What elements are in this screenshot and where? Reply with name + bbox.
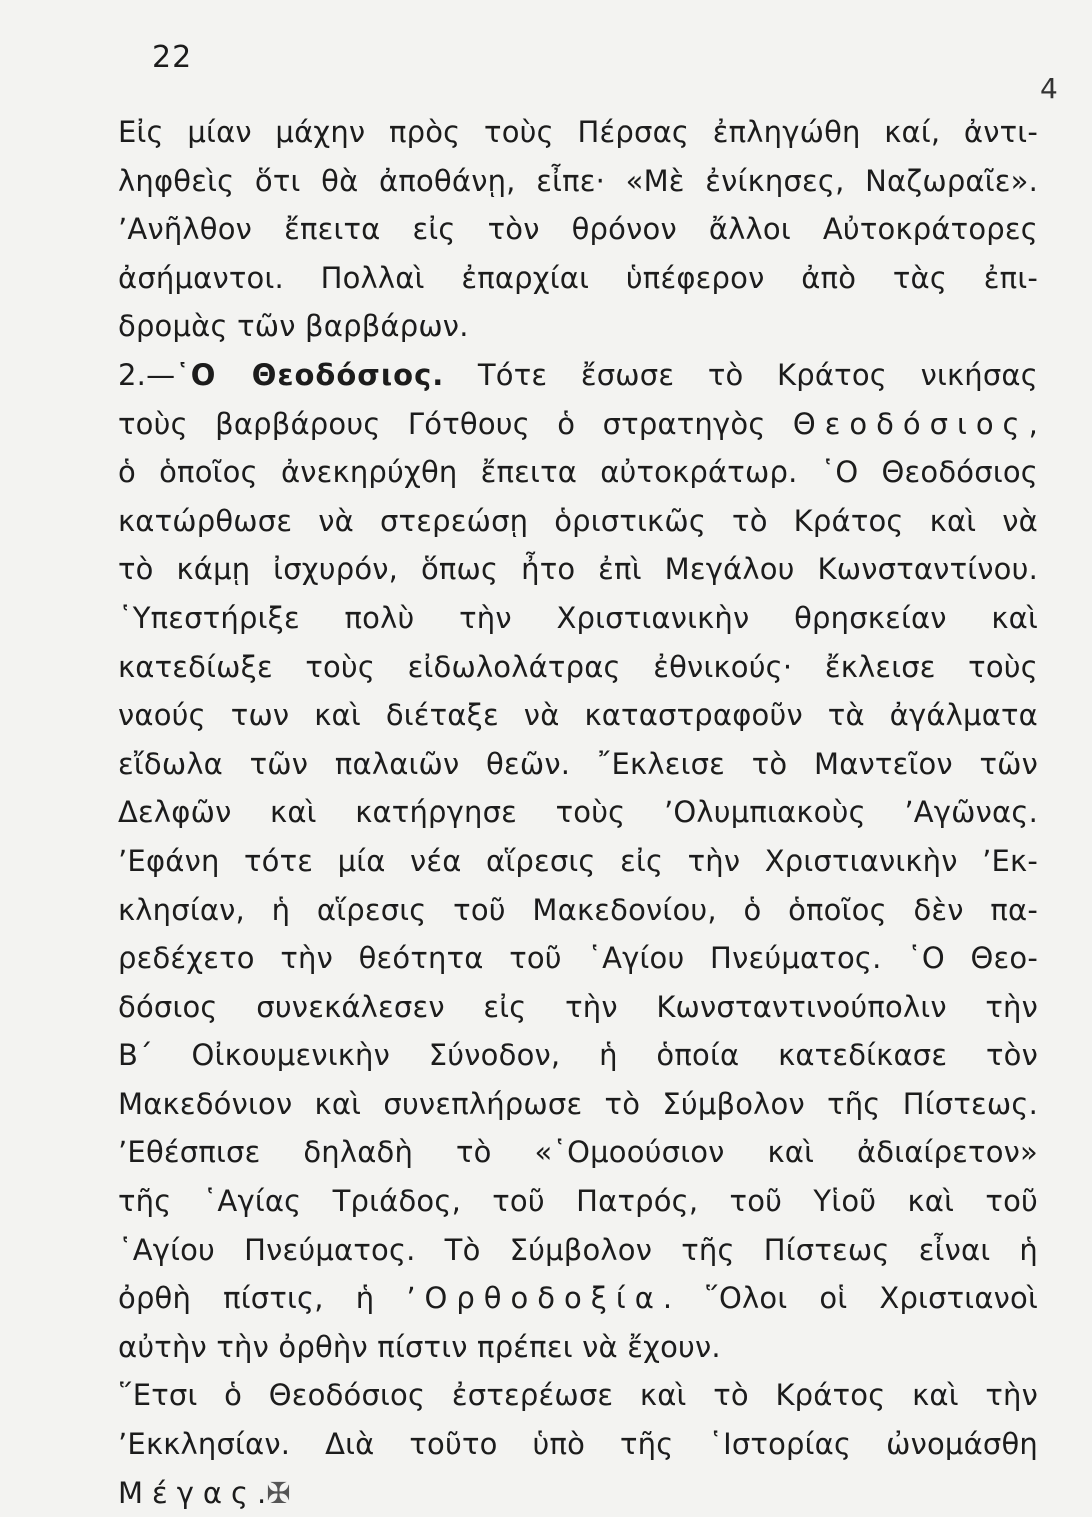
line-text: ὀρθὴ πίστις, ἡ xyxy=(118,1281,407,1316)
line-text: δόσιος συνεκάλεσεν εἰς τὴν Κωνσταντινούπολιν τὴν xyxy=(118,989,1038,1024)
end-mark: ✠ xyxy=(266,1475,291,1510)
text-line xyxy=(118,1274,1038,1323)
line-text: ῾Αγίου Πνεύματος. Τὸ Σύμβολον τῆς Πίστεως εἶναι ἡ xyxy=(118,1232,1038,1267)
text-line xyxy=(118,545,1038,594)
line-text-suffix: . xyxy=(257,1475,267,1510)
line-text: ʼΑνῆλθον ἔπειτα εἰς τὸν θρόνον ἄλλοι Αὐτοκράτορες xyxy=(118,212,1038,247)
text-line xyxy=(118,740,1038,789)
text-line xyxy=(118,643,1038,692)
text-line xyxy=(118,1080,1038,1129)
body-text xyxy=(118,108,1038,1517)
corner-mark: 4 xyxy=(1040,72,1058,105)
line-text: Β΄ Οἰκουμενικὴν Σύνοδον, ἡ ὁποία κατεδίκασε τὸν xyxy=(118,1038,1038,1073)
text-line xyxy=(118,1031,1038,1080)
line-text: Μακεδόνιον καὶ συνεπλήρωσε τὸ Σύμβολον τῆς Πίστεως. xyxy=(118,1086,1038,1121)
section-number: 2.— xyxy=(118,357,176,392)
line-text: αὐτὴν τὴν ὀρθὴν πίστιν πρέπει νὰ ἔχουν. xyxy=(118,1329,721,1364)
line-text: τὸ κάμῃ ἰσχυρόν, ὅπως ἦτο ἐπὶ Μεγάλου Κωνσταντίνου. xyxy=(118,552,1038,587)
text-line xyxy=(118,400,1038,449)
text-line xyxy=(118,351,1038,400)
text-line xyxy=(118,1371,1038,1420)
text-line xyxy=(118,886,1038,935)
line-text: τῆς ῾Αγίας Τριάδος, τοῦ Πατρός, τοῦ Υἱοῦ καὶ τοῦ xyxy=(118,1184,1038,1219)
text-line xyxy=(118,205,1038,254)
page-number: 22 xyxy=(152,40,193,75)
line-text: ῾Υπεστήριξε πολὺ τὴν Χριστιανικὴν θρησκείαν καὶ xyxy=(118,600,1038,635)
line-text: ʼΕφάνη τότε μία νέα αἵρεσις εἰς τὴν Χριστιανικὴν ʼΕκ- xyxy=(118,843,1038,878)
spaced-emphasis: Μέγας xyxy=(118,1475,257,1510)
text-line xyxy=(118,302,1038,351)
line-text: τοὺς βαρβάρους Γότθους ὁ στρατηγὸς xyxy=(118,406,793,441)
text-line xyxy=(118,1323,1038,1372)
text-line xyxy=(118,983,1038,1032)
text-line xyxy=(118,1420,1038,1469)
line-text: κατεδίωξε τοὺς εἰδωλολάτρας ἐθνικούς· ἔκλεισε τοὺς xyxy=(118,649,1038,684)
text-line xyxy=(118,497,1038,546)
line-text: Εἰς μίαν μάχην πρὸς τοὺς Πέρσας ἐπληγώθη καί, ἀντι- xyxy=(118,115,1038,149)
line-text: κλησίαν, ἡ αἵρεσις τοῦ Μακεδονίου, ὁ ὁποῖος δὲν πα- xyxy=(118,892,1038,927)
text-line xyxy=(118,1177,1038,1226)
text-line xyxy=(118,934,1038,983)
line-text: ἀσήμαντοι. Πολλαὶ ἐπαρχίαι ὑπέφερον ἀπὸ τὰς ἐπι- xyxy=(118,260,1038,295)
text-line xyxy=(118,594,1038,643)
text-line xyxy=(118,1469,1038,1517)
section-heading: ῾Ο Θεοδόσιος. xyxy=(175,357,445,392)
line-text: Τότε ἔσωσε τὸ Κράτος νικήσας xyxy=(444,357,1038,392)
line-text: Δελφῶν καὶ κατήργησε τοὺς ʼΟλυμπιακοὺς ʼΑγῶνας. xyxy=(118,795,1038,830)
text-line xyxy=(118,254,1038,303)
text-line xyxy=(118,837,1038,886)
line-text: ὁ ὁποῖος ἀνεκηρύχθη ἔπειτα αὐτοκράτωρ. ῾Ο Θεοδόσιος xyxy=(118,455,1038,490)
text-line xyxy=(118,448,1038,497)
text-line xyxy=(118,1226,1038,1275)
line-text: ῞Ετσι ὁ Θεοδόσιος ἐστερέωσε καὶ τὸ Κράτος καὶ τὴν xyxy=(118,1378,1038,1413)
line-text: δρομὰς τῶν βαρβάρων. xyxy=(118,309,469,344)
line-text-suffix: . ῞Ολοι οἱ Χριστιανοὶ xyxy=(662,1281,1038,1316)
line-text: κατώρθωσε νὰ στερεώσῃ ὁριστικῶς τὸ Κράτος καὶ νὰ xyxy=(118,503,1038,538)
spaced-emphasis: ʼΟρθοδοξία xyxy=(406,1281,663,1316)
line-text: ʼΕκκλησίαν. Διὰ τοῦτο ὑπὸ τῆς ῾Ιστορίας ὠνομάσθη xyxy=(118,1427,1038,1462)
spaced-emphasis: Θεοδόσιος xyxy=(792,406,1029,441)
line-text: ληφθεὶς ὅτι θὰ ἀποθάνῃ, εἶπε· «Μὲ ἐνίκησες, Ναζωραῖε». xyxy=(118,163,1038,198)
text-line xyxy=(118,157,1038,206)
line-text: ναούς των καὶ διέταξε νὰ καταστραφοῦν τὰ ἀγάλματα xyxy=(118,698,1038,733)
text-line xyxy=(118,691,1038,740)
text-line xyxy=(118,1128,1038,1177)
text-line xyxy=(118,108,1038,157)
line-text: ρεδέχετο τὴν θεότητα τοῦ ῾Αγίου Πνεύματος. ῾Ο Θεο- xyxy=(118,941,1038,976)
line-text: ʼΕθέσπισε δηλαδὴ τὸ «῾Ομοούσιον καὶ ἀδιαίρετον» xyxy=(118,1135,1038,1170)
text-line xyxy=(118,788,1038,837)
line-text: εἴδωλα τῶν παλαιῶν θεῶν. ῎Εκλεισε τὸ Μαντεῖον τῶν xyxy=(118,746,1038,781)
line-text-suffix: , xyxy=(1028,406,1038,441)
